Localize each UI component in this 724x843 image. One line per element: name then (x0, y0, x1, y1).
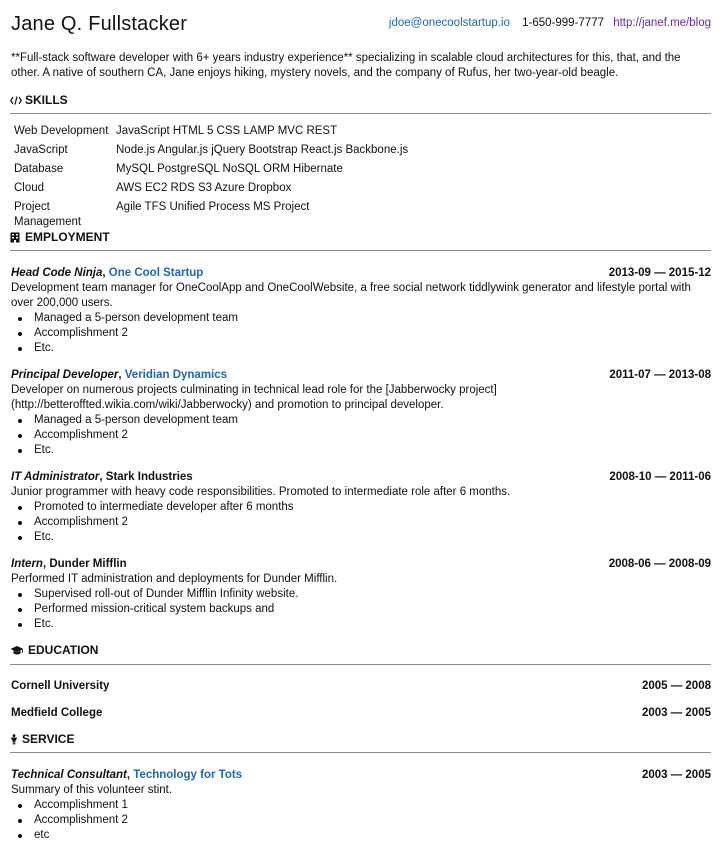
highlight-item: Accomplishment 2 (34, 515, 711, 530)
email-link[interactable]: jdoe@onecoolstartup.io (388, 17, 510, 29)
highlight-item: Managed a 5-person development team (34, 311, 711, 326)
section-divider (10, 113, 711, 114)
person-icon (10, 734, 18, 745)
employment-entry: Head Code Ninja, One Cool Startup 2013-09 — 2015-12 Development team manager for OneCoolApp and OneCoolWebsite, a free social network tiddlywink generator and lifestyle portal with over 200,000 users. Managed a 5-person development team Accomplishment 2 Etc. (11, 267, 711, 354)
phone-number: 1-650-999-7777 (522, 17, 604, 29)
skill-category: Project Management (14, 201, 82, 228)
skills-table (14, 124, 408, 230)
highlight-item: Etc. (34, 530, 711, 545)
skill-items: Agile TFS Unified Process MS Project (116, 201, 310, 213)
job-summary: Junior programmer with heavy code responsibilities. Promoted to intermediate role after 6 months. (11, 486, 511, 498)
education-title: EDUCATION (28, 643, 99, 657)
highlight-item: Promoted to intermediate developer after 6 months (34, 500, 711, 515)
education-dates: 2005 — 2008 (641, 680, 711, 692)
service-dates: 2003 — 2005 (641, 769, 711, 781)
skills-row (14, 162, 408, 181)
highlight-item: Etc. (34, 341, 711, 356)
employment-title: EMPLOYMENT (25, 230, 110, 244)
highlight-item: etc (34, 828, 711, 843)
job-position: Principal Developer (11, 369, 119, 381)
section-divider (10, 664, 711, 665)
service-org-link[interactable]: Technology for Tots (133, 769, 243, 781)
education-item (11, 705, 711, 721)
job-summary: Development team manager for OneCoolApp and OneCoolWebsite, a free social network tiddlywink generator and lifestyle portal with over 200,000 users. (11, 282, 691, 309)
building-icon (10, 232, 21, 243)
employment-entry: IT Administrator, Stark Industries 2008-10 — 2011-06 Junior programmer with heavy code responsibilities. Promoted to intermediate role after 6 months. Promoted to intermediate developer after 6 months Accomplishment 2 Etc. (11, 471, 711, 543)
skill-items: JavaScript HTML 5 CSS LAMP MVC REST (116, 125, 338, 137)
skill-items: MySQL PostgreSQL NoSQL ORM Hibernate (116, 163, 343, 175)
job-highlights (11, 311, 711, 356)
highlight-item: Managed a 5-person development team (34, 413, 711, 428)
job-position: Intern (11, 558, 43, 570)
job-dates: 2011-07 — 2013-08 (609, 369, 711, 381)
job-highlights (11, 413, 711, 458)
service-summary: Summary of this volunteer stint. (11, 784, 173, 796)
service-position: Technical Consultant (11, 769, 127, 781)
skills-row (14, 200, 408, 230)
skills-row (14, 124, 408, 143)
graduation-cap-icon (10, 645, 24, 656)
highlight-item: Performed mission-critical system backups and (34, 602, 711, 617)
employment-entry: Principal Developer, Veridian Dynamics 2011-07 — 2013-08 Developer on numerous projects culminating in technical lead role for the [Jabberwocky project](http://betteroffted.wikia.com/wiki/Jabberwocky) and promotion to principal developer. Managed a 5-person development team Accomplishment 2 Etc. (11, 369, 711, 456)
resume-name: Jane Q. Fullstacker (11, 13, 188, 35)
website-link[interactable]: http://janef.me/blog (613, 17, 711, 29)
skill-category: Cloud (14, 182, 45, 194)
highlight-item: Accomplishment 2 (34, 326, 711, 341)
job-position: Head Code Ninja (11, 267, 103, 279)
highlight-item: Etc. (34, 443, 711, 458)
job-dates: 2008-06 — 2008-09 (608, 558, 711, 570)
skills-heading (10, 93, 68, 107)
job-dates: 2013-09 — 2015-12 (608, 267, 711, 279)
summary-text: **Full-stack software developer with 6+ years industry experience** specializing in scalable cloud architectures for this, that, and the other. A native of southern CA, Jane enjoys hiking, mystery novels, and the company of Rufus, her two-year-old beagle. (11, 52, 681, 79)
education-item (11, 678, 711, 694)
service-title: SERVICE (22, 732, 75, 746)
company-name: Stark Industries (105, 471, 193, 483)
service-highlights (11, 798, 711, 843)
skills-title: SKILLS (25, 93, 68, 107)
job-summary: Developer on numerous projects culminating in technical lead role for the [Jabberwocky project](http://betteroffted.wikia.com/wiki/Jabberwocky) and promotion to principal developer. (11, 384, 497, 411)
skill-category: Database (14, 163, 64, 175)
education-heading (10, 643, 98, 657)
skills-row (14, 181, 408, 200)
skill-category: JavaScript (14, 144, 68, 156)
skills-row (14, 143, 408, 162)
education-dates: 2003 — 2005 (641, 707, 711, 719)
job-dates: 2008-10 — 2011-06 (609, 471, 711, 483)
institution-name: Medfield College (11, 707, 103, 719)
job-position: IT Administrator (11, 471, 100, 483)
code-icon (10, 95, 21, 106)
employment-heading (10, 230, 110, 244)
job-highlights (11, 587, 711, 632)
job-highlights (11, 500, 711, 545)
company-link[interactable]: Veridian Dynamics (124, 369, 228, 381)
employment-entry: Intern, Dunder Mifflin 2008-06 — 2008-09 Performed IT administration and deployments for Dunder Mifflin. Supervised roll-out of Dunder Mifflin Infinity website. Performed mission-critical system backups and Etc. (11, 558, 711, 630)
highlight-item: Supervised roll-out of Dunder Mifflin Infinity website. (34, 587, 711, 602)
company-name: Dunder Mifflin (49, 558, 127, 570)
service-heading (10, 732, 74, 746)
highlight-item: Accomplishment 1 (34, 798, 711, 813)
highlight-item: Etc. (34, 617, 711, 632)
skill-items: AWS EC2 RDS S3 Azure Dropbox (116, 182, 292, 194)
skill-category: Web Development (14, 125, 109, 137)
company-link[interactable]: One Cool Startup (108, 267, 204, 279)
institution-name: Cornell University (11, 680, 110, 692)
job-summary: Performed IT administration and deployments for Dunder Mifflin. (11, 573, 338, 585)
section-divider (10, 250, 711, 251)
service-entry: Technical Consultant, Technology for Tots 2003 — 2005 Summary of this volunteer stint. Accomplishment 1 Accomplishment 2 etc (11, 769, 711, 841)
section-divider (10, 752, 711, 753)
highlight-item: Accomplishment 2 (34, 813, 711, 828)
highlight-item: Accomplishment 2 (34, 428, 711, 443)
contact-info (389, 15, 711, 31)
skill-items: Node.js Angular.js jQuery Bootstrap React.js Backbone.js (116, 144, 409, 156)
